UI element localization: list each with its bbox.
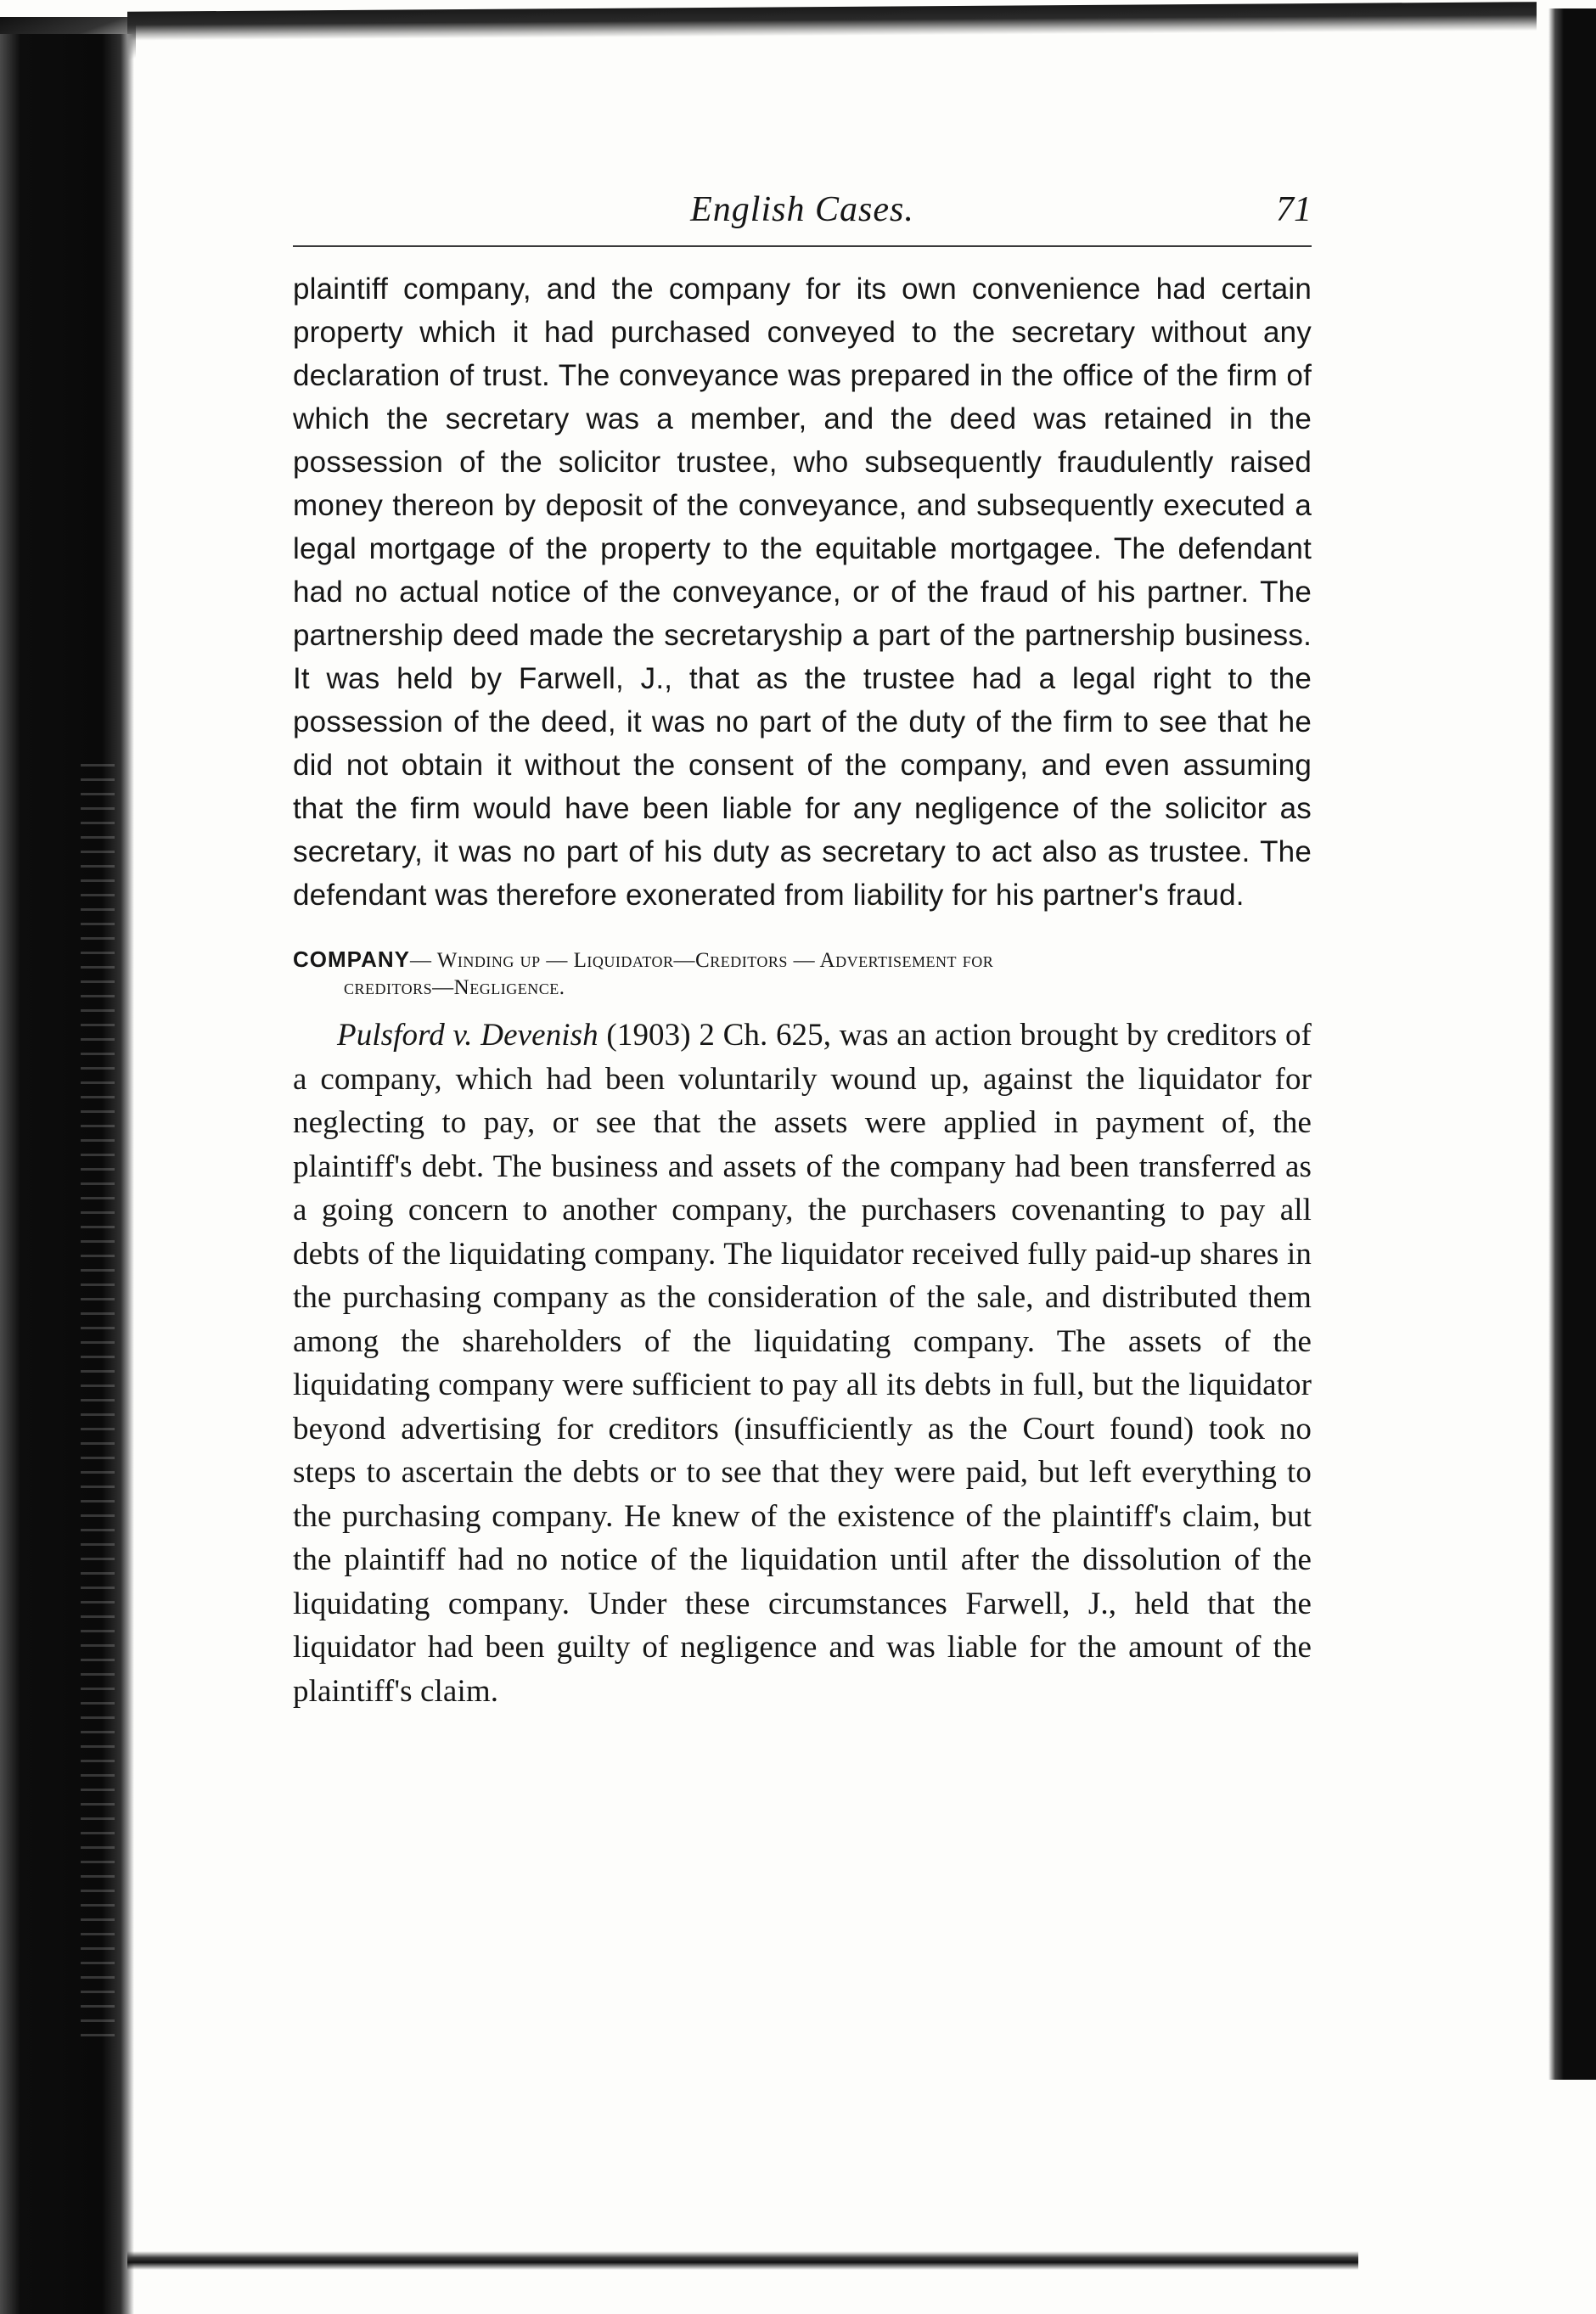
scan-edge-right bbox=[1548, 8, 1596, 2080]
running-head bbox=[293, 174, 1312, 233]
scan-edge-bottom bbox=[127, 2251, 1358, 2270]
page-number: 71 bbox=[1276, 190, 1312, 229]
headnote-subject: COMPANY bbox=[293, 946, 410, 972]
book-page bbox=[293, 174, 1312, 1713]
header-rule bbox=[293, 245, 1312, 247]
paragraph-two-text: (1903) 2 Ch. 625, was an action brought by creditors of a company, which had been voluntarily wound up, against the liquidator for neglecting to pay, or see that the assets were applied in payment of, the plaintiff's debt. The business and assets of the company had been transferred as a going concern to another company, the purchasers covenanting to pay all debts of the liquidating company. The liquidator received fully paid-up shares in the purchasing company as the consideration of the sale, and distributed them among the shareholders of the liquidating company. The assets of the liquidating company were sufficient to pay all its debts in full, but the liquidator beyond advertising for creditors (insufficiently as the Court found) took no steps to ascertain the debts or to see that they were paid, but left everything to the purchasing company. He knew of the existence of the plaintiff's claim, but the plaintiff had no notice of the liquidation until after the dissolution of the liquidating company. Under these circumstances Farwell, J., held that the liquidator had been guilty of negligence and was liable for the amount of the plaintiff's claim. bbox=[293, 1018, 1312, 1709]
running-title: English Cases. bbox=[690, 190, 914, 229]
paragraph-two bbox=[293, 1014, 1312, 1713]
headnote-line-two: creditors—Negligence. bbox=[344, 976, 565, 999]
case-headnote bbox=[293, 946, 1312, 1002]
headnote-line-one: — Winding up — Liquidator—Creditors — Advertisement for bbox=[409, 949, 994, 972]
scan-binding-speckle bbox=[81, 764, 115, 2037]
paragraph-one: plaintiff company, and the company for its own convenience had certain property which it had purchased conveyed to the secretary without any declaration of trust. The conveyance was prepared in the office of the firm of which the secretary was a member, and the deed was retained in the possession of the solicitor trustee, who subsequently fraudulently raised money thereon by deposit of the conveyance, and subsequently executed a legal mortgage of the property to the equitable mortgagee. The defendant had no actual notice of the conveyance, or of the fraud of his partner. The partnership deed made the secretaryship a part of the partnership business. It was held by Farwell, J., that as the trustee had a legal right to the possession of the deed, it was no part of the duty of the firm to see that he did not obtain it without the consent of the company, and even assuming that the firm would have been liable for any negligence of the solicitor as secretary, it was no part of his duty as secretary to act also as trustee. The defendant was therefore exonerated from liability for his partner's fraud. bbox=[293, 272, 1312, 912]
scan-edge-top bbox=[127, 2, 1537, 41]
case-name: Pulsford v. Devenish bbox=[337, 1018, 598, 1053]
